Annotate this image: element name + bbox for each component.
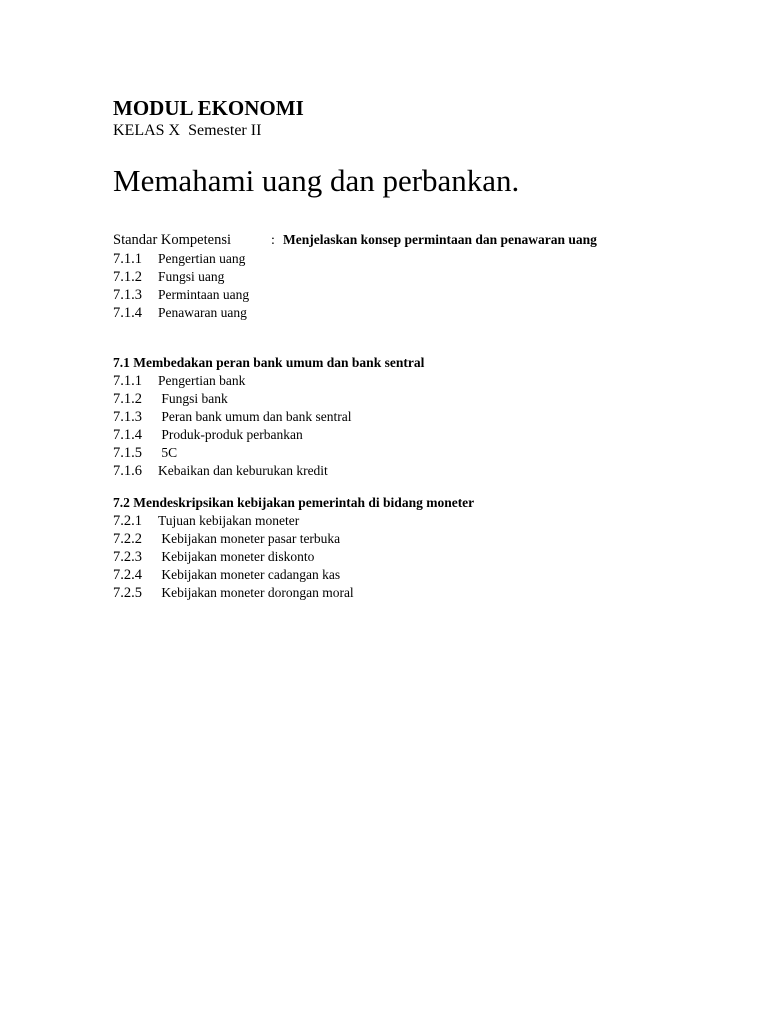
list-item	[113, 408, 733, 426]
item-number: 7.2.1	[113, 513, 142, 529]
item-text: Kebaikan dan keburukan kredit	[158, 463, 328, 478]
list-item	[113, 566, 733, 584]
item-number: 7.1.3	[113, 409, 142, 425]
item-number: 7.1.4	[113, 427, 142, 443]
list-item	[113, 530, 733, 548]
item-text: 5C	[158, 445, 178, 460]
list-item	[113, 444, 733, 462]
item-text: Kebijakan moneter pasar terbuka	[158, 531, 341, 546]
item-text: Kebijakan moneter diskonto	[158, 549, 315, 564]
standar-kompetensi-value: Menjelaskan konsep permintaan dan penawaran uang	[283, 232, 597, 247]
item-text: Tujuan kebijakan moneter	[158, 513, 300, 528]
list-item	[113, 372, 733, 390]
standar-kompetensi-row	[113, 231, 733, 250]
module-title: MODUL EKONOMI	[113, 96, 304, 120]
item-number: 7.1.2	[113, 269, 142, 285]
document-page	[113, 95, 733, 602]
section-2-title: 7.2 Mendeskripsikan kebijakan pemerintah di bidang moneter	[113, 495, 475, 510]
list-item	[113, 462, 733, 480]
list-item	[113, 426, 733, 444]
list-item	[113, 304, 733, 322]
sk-list	[113, 250, 733, 322]
item-number: 7.1.2	[113, 391, 142, 407]
item-number: 7.2.4	[113, 567, 142, 583]
item-number: 7.1.4	[113, 305, 142, 321]
list-item	[113, 548, 733, 566]
item-text: Pengertian uang	[158, 251, 246, 266]
item-number: 7.2.2	[113, 531, 142, 547]
item-number: 7.1.1	[113, 251, 142, 267]
list-item	[113, 512, 733, 530]
item-text: Permintaan uang	[158, 287, 250, 302]
section-1-title: 7.1 Membedakan peran bank umum dan bank sentral	[113, 355, 425, 370]
list-item	[113, 286, 733, 304]
item-text: Peran bank umum dan bank sentral	[158, 409, 352, 424]
main-heading: Memahami uang dan perbankan.	[113, 163, 520, 198]
list-item	[113, 390, 733, 408]
item-number: 7.1.6	[113, 463, 142, 479]
list-item	[113, 268, 733, 286]
item-number: 7.1.5	[113, 445, 142, 461]
list-item	[113, 250, 733, 268]
section-1-list	[113, 372, 733, 480]
item-text: Kebijakan moneter dorongan moral	[158, 585, 354, 600]
item-text: Produk-produk perbankan	[158, 427, 303, 442]
item-text: Pengertian bank	[158, 373, 246, 388]
item-number: 7.2.5	[113, 585, 142, 601]
item-number: 7.2.3	[113, 549, 142, 565]
list-item	[113, 584, 733, 602]
item-text: Penawaran uang	[158, 305, 247, 320]
item-text: Kebijakan moneter cadangan kas	[158, 567, 341, 582]
standar-kompetensi-label: Standar Kompetensi	[113, 232, 231, 248]
item-number: 7.1.3	[113, 287, 142, 303]
standar-kompetensi-colon: :	[271, 233, 275, 248]
section-2-list	[113, 512, 733, 602]
item-text: Fungsi bank	[158, 391, 228, 406]
item-text: Fungsi uang	[158, 269, 225, 284]
module-subtitle: KELAS X Semester II	[113, 122, 262, 139]
item-number: 7.1.1	[113, 373, 142, 389]
